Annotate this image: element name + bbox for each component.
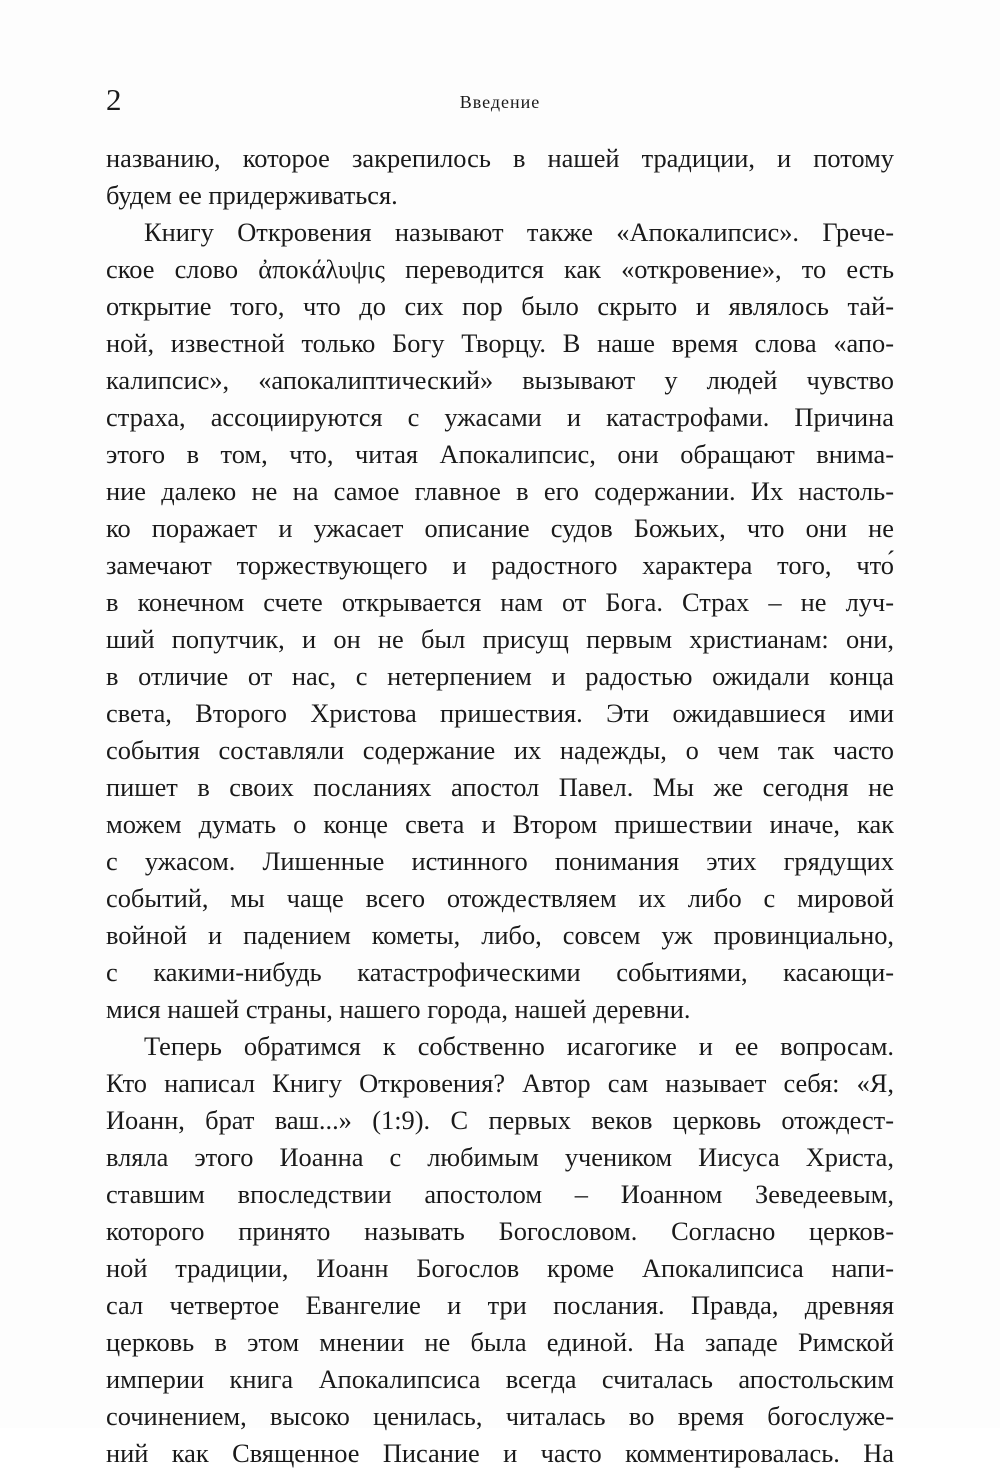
text-line: в конечном счете открывается нам от Бога. Страх – не луч- [106, 587, 894, 617]
text-line: империи книга Апокалипсиса всегда считалась апостольским [106, 1364, 894, 1394]
body-text [106, 140, 894, 1472]
text-line: вляла этого Иоанна с любимым учеником Иисуса Христа, [106, 1142, 894, 1172]
page-header [106, 82, 894, 122]
text-line: церковь в этом мнении не была единой. На западе Римской [106, 1327, 894, 1357]
text-line: замечают торжествующего и радостного характера того, что́ [106, 550, 894, 580]
text-line: ший попутчик, и он не был присущ первым христианам: они, [106, 624, 894, 654]
text-line: названию, которое закрепилось в нашей традиции, и потому [106, 143, 894, 173]
text-line: с какими-нибудь катастрофическими событиями, касающи- [106, 957, 894, 987]
text-line: Иоанн, брат ваш...» (1:9). С первых веков церковь отождест- [106, 1105, 894, 1135]
text-line: ной, известной только Богу Творцу. В наше время слова «апо- [106, 328, 894, 358]
text-line: будем ее придерживаться. [106, 180, 398, 210]
text-line: ний как Священное Писание и часто комментировалась. На [106, 1438, 894, 1468]
text-line: сал четвертое Евангелие и три послания. Правда, древняя [106, 1290, 894, 1320]
text-line: страха, ассоциируются с ужасами и катастрофами. Причина [106, 402, 894, 432]
page-number: 2 [106, 82, 122, 117]
text-line: войной и падением кометы, либо, совсем уж провинциально, [106, 920, 894, 950]
text-line: которого принято называть Богословом. Согласно церков- [106, 1216, 894, 1246]
text-line: можем думать о конце света и Втором пришествии иначе, как [106, 809, 894, 839]
text-line: этого в том, что, читая Апокалипсис, они обращают внима- [106, 439, 894, 469]
text-line: ние далеко не на самое главное в его содержании. Их настоль- [106, 476, 894, 506]
text-line: в отличие от нас, с нетерпением и радостью ожидали конца [106, 661, 894, 691]
text-line: света, Второго Христова пришествия. Эти ожидавшиеся ими [106, 698, 894, 728]
text-line: ко поражает и ужасает описание судов Божьих, что они не [106, 513, 894, 543]
text-line: ной традиции, Иоанн Богослов кроме Апокалипсиса напи- [106, 1253, 894, 1283]
text-line: события составляли содержание их надежды, о чем так часто [106, 735, 894, 765]
text-line: ставшим впоследствии апостолом – Иоанном Зеведеевым, [106, 1179, 894, 1209]
running-title: Введение [459, 92, 541, 112]
text-line: калипсис», «апокалиптический» вызывают у людей чувство [106, 365, 894, 395]
text-line: ское слово ἀποκάλυψις переводится как «откровение», то есть [106, 254, 894, 284]
text-line: пишет в своих посланиях апостол Павел. Мы же сегодня не [106, 772, 894, 802]
text-line: открытие того, что до сих пор было скрыто и являлось тай- [106, 291, 894, 321]
paragraph-first-line: Теперь обратимся к собственно исагогике и ее вопросам. [144, 1031, 894, 1061]
paragraph-first-line: Книгу Откровения называют также «Апокалипсис». Грече- [144, 217, 894, 247]
text-line: сочинением, высоко ценилась, читалась во время богослуже- [106, 1401, 894, 1431]
text-line: Кто написал Книгу Откровения? Автор сам называет себя: «Я, [106, 1068, 894, 1098]
text-line: мися нашей страны, нашего города, нашей деревни. [106, 994, 691, 1024]
text-line: с ужасом. Лишенные истинного понимания этих грядущих [106, 846, 894, 876]
text-line: событий, мы чаще всего отождествляем их либо с мировой [106, 883, 894, 913]
